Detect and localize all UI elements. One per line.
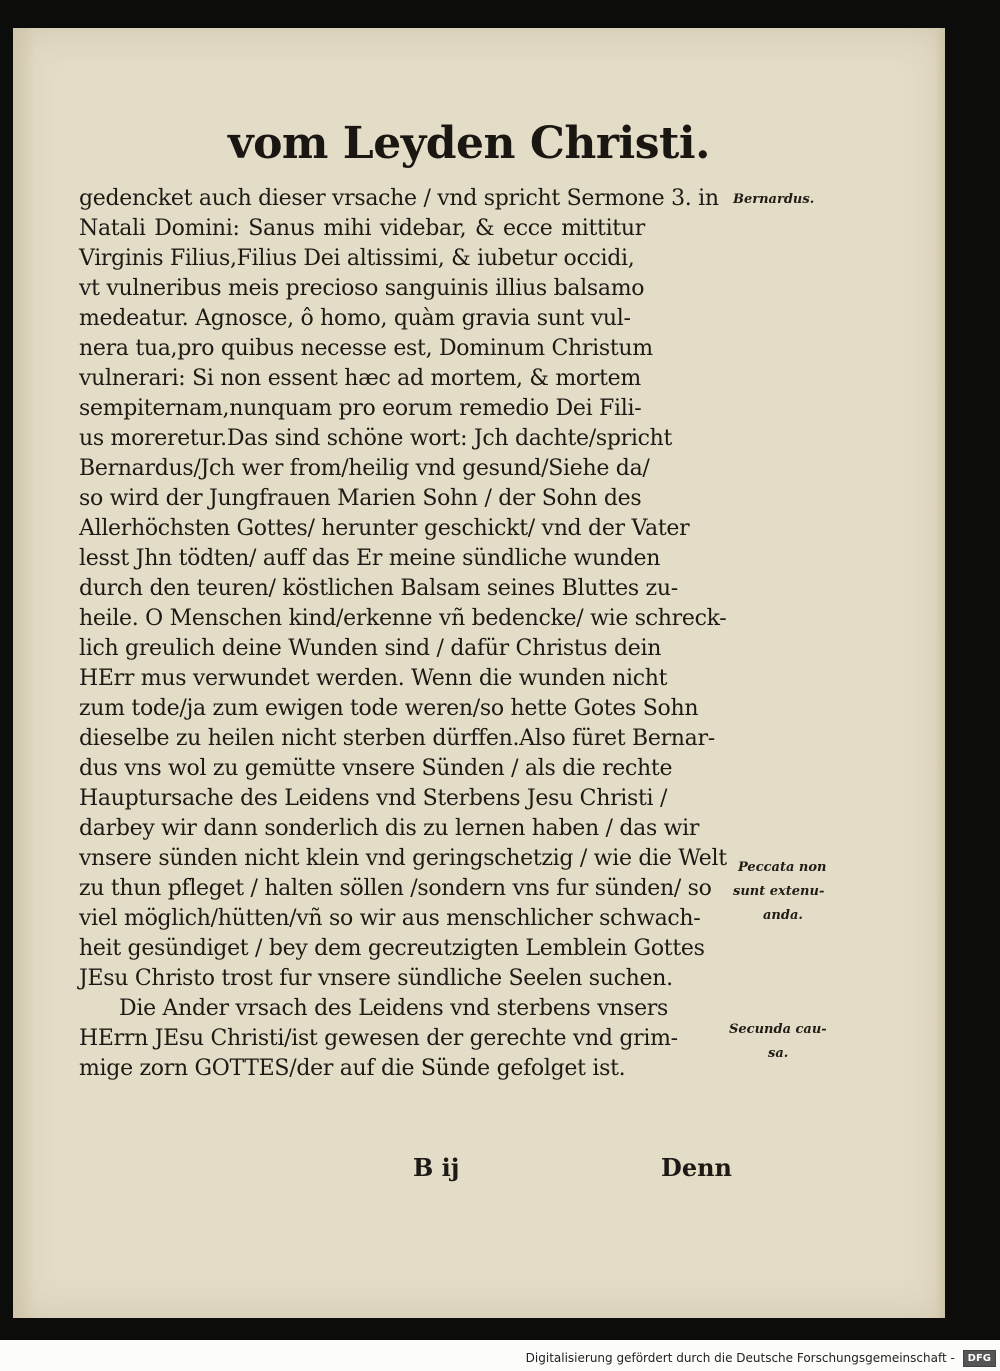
- marginal-note-bernardus: Bernardus.: [733, 192, 815, 207]
- text-line: Bernardus/Jch wer from/heilig vnd gesund/Siehe da/: [79, 456, 650, 481]
- catchword: Denn: [661, 1153, 732, 1182]
- marginal-note-peccata-line-1: Peccata non: [738, 860, 827, 875]
- text-line: mige zorn GOTTES/der auf die Sünde gefolget ist.: [79, 1056, 626, 1081]
- text-line: gedencket auch dieser vrsache / vnd spricht Sermone 3. in: [79, 186, 719, 211]
- text-line: medeatur. Agnosce, ô homo, quàm gravia sunt vul-: [79, 306, 631, 331]
- text-line: lesst Jhn tödten/ auff das Er meine sündliche wunden: [79, 546, 661, 571]
- text-line: Virginis Filius,Filius Dei altissimi, & iubetur occidi,: [79, 246, 635, 271]
- text-line: vt vulneribus meis precioso sanguinis illius balsamo: [79, 276, 645, 301]
- text-line: Natali Domini: Sanus mihi videbar, & ecce mittitur: [79, 216, 645, 241]
- credit-text: Digitalisierung gefördert durch die Deutsche Forschungsgemeinschaft -: [525, 1351, 955, 1365]
- text-line: so wird der Jungfrauen Marien Sohn / der Sohn des: [79, 486, 642, 511]
- text-line: dus vns wol zu gemütte vnsere Sünden / als die rechte: [79, 756, 673, 781]
- text-line: JEsu Christo trost fur vnsere sündliche Seelen suchen.: [79, 966, 673, 991]
- text-line: vnsere sünden nicht klein vnd geringschetzig / wie die Welt: [79, 846, 727, 871]
- text-line: Hauptursache des Leidens vnd Sterbens Jesu Christi /: [79, 786, 668, 811]
- text-line: viel möglich/hütten/vñ so wir aus menschlicher schwach-: [79, 906, 701, 931]
- signature-mark: B ij: [413, 1153, 460, 1182]
- marginal-note-secunda-line-2: sa.: [768, 1046, 789, 1061]
- book-page: [13, 28, 945, 1318]
- text-line: heit gesündiget / bey dem gecreutzigten Lemblein Gottes: [79, 936, 705, 961]
- text-line: heile. O Menschen kind/erkenne vñ bedencke/ wie schreck-: [79, 606, 727, 631]
- text-line: nera tua,pro quibus necesse est, Dominum Christum: [79, 336, 653, 361]
- text-line: darbey wir dann sonderlich dis zu lernen haben / das wir: [79, 816, 700, 841]
- text-line: Allerhöchsten Gottes/ herunter geschickt/ vnd der Vater: [79, 516, 690, 541]
- text-line: sempiternam,nunquam pro eorum remedio Dei Fili-: [79, 396, 642, 421]
- running-head: vom Leyden Christi.: [228, 118, 710, 169]
- marginal-note-peccata-line-3: anda.: [763, 908, 803, 923]
- marginal-note-secunda-line-1: Secunda cau-: [729, 1022, 827, 1037]
- text-line: HErr mus verwundet werden. Wenn die wunden nicht: [79, 666, 668, 691]
- text-line: HErrn JEsu Christi/ist gewesen der gerechte vnd grim-: [79, 1026, 678, 1051]
- text-line: zu thun pfleget / halten söllen /sondern vns fur sünden/ so: [79, 876, 712, 901]
- dfg-logo-icon: DFG: [963, 1350, 996, 1367]
- digitization-credit: [526, 1347, 996, 1369]
- text-line: vulnerari: Si non essent hæc ad mortem, & mortem: [79, 366, 641, 391]
- text-line: lich greulich deine Wunden sind / dafür Christus dein: [79, 636, 662, 661]
- marginal-note-peccata-line-2: sunt extenu-: [733, 884, 825, 899]
- text-line: Die Ander vrsach des Leidens vnd sterbens vnsers: [119, 996, 669, 1021]
- text-line: us moreretur.Das sind schöne wort: Jch dachte/spricht: [79, 426, 673, 451]
- text-line: durch den teuren/ köstlichen Balsam seines Bluttes zu-: [79, 576, 678, 601]
- text-line: zum tode/ja zum ewigen tode weren/so hette Gotes Sohn: [79, 696, 699, 721]
- text-line: dieselbe zu heilen nicht sterben dürffen.Also füret Bernar-: [79, 726, 715, 751]
